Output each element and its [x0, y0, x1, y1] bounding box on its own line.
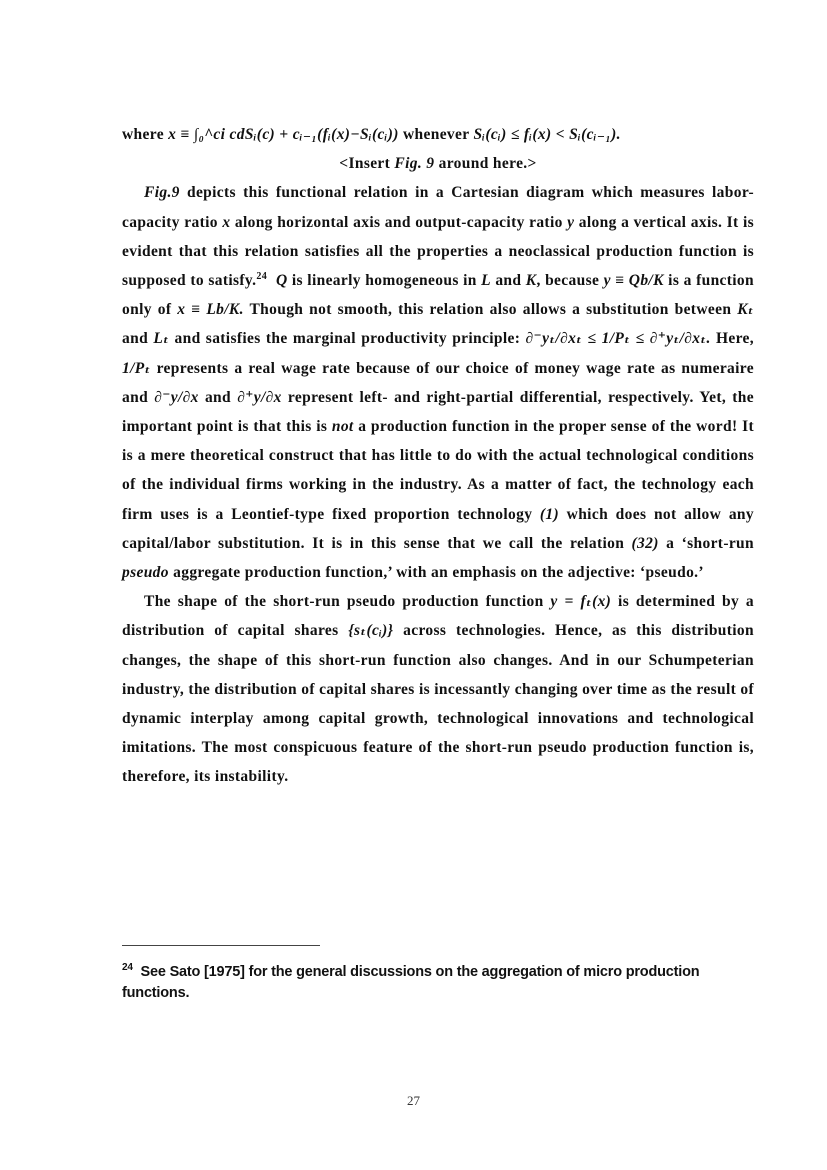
insert-fig-ref: Fig. 9 — [394, 155, 435, 173]
p1-b: along horizontal axis and output-capacity ratio — [230, 213, 568, 231]
p1-left-partial: ∂⁻y/∂x — [154, 388, 199, 406]
p1-r: aggregate production function,’ with an emphasis on the adjective: ‘pseudo.’ — [168, 564, 704, 582]
insert-after: around here.> — [434, 155, 537, 173]
marginal-productivity-formula: ∂⁻yₜ/∂xₜ ≤ 1/Pₜ ≤ ∂⁺yₜ/∂xₜ. — [525, 330, 711, 348]
footnote-text: See Sato [1975] for the general discussions on the aggregation of micro production functions. — [122, 964, 700, 1001]
p2-c: across technologies. Hence, as this distribution changes, the shape of this short-run function also changes. And in our Schumpeterian industry, the distribution of capital shares is incessantly changing over time as the result of dynamic interplay among capital growth, technological innovations and technological imitations. The most conspicuous feature of the short-run pseudo production function is, therefore, its instability. — [122, 622, 755, 786]
p1-j: and satisfies the marginal productivity principle: — [169, 330, 526, 348]
p1-pseudo: pseudo — [122, 564, 169, 582]
p1-h: Though not smooth, this relation also allows a substitution between — [243, 301, 738, 319]
p2-shares: {sₜ(cᵢ)} — [348, 622, 394, 640]
where-prefix: where — [122, 126, 169, 143]
fig-ref: Fig.9 — [144, 184, 180, 202]
footnote-ref: 24 — [256, 270, 268, 282]
where-clause — [122, 120, 754, 149]
p1-lt: Lₜ — [153, 330, 170, 348]
footnote-rule — [122, 945, 320, 946]
body-text — [122, 120, 754, 792]
p1-q2: a ‘short-run — [658, 534, 755, 552]
p1-not: not — [331, 418, 354, 436]
p1-y: y — [567, 213, 575, 231]
p1-e: and — [490, 272, 526, 290]
p1-l: L — [481, 272, 491, 290]
p2-a: The shape of the short-run pseudo production function — [144, 593, 551, 611]
p1-x: x — [222, 213, 231, 231]
p1-g: is a function only of — [122, 272, 755, 319]
p1-k: K — [525, 272, 537, 290]
page-number: 27 — [407, 1093, 420, 1108]
footnote-number: 24 — [122, 962, 133, 974]
p2-b: is determined by a distribution of capital shares — [122, 593, 755, 640]
p1-eq1: y ≡ Qb/K — [603, 272, 664, 290]
p1-p: which does not allow any capital/labor substitution. It is in this sense that we call the relation — [122, 505, 754, 552]
insert-before: <Insert — [339, 155, 395, 173]
p1-f: , because — [536, 272, 604, 290]
p1-o: a production function in the proper sense of the word! It is a mere theoretical construct that has little to do with the actual technological conditions of the individual firms working in the industry. As a matter of fact, the technology each firm uses is a Leontief-type fixed proportion technology — [122, 418, 754, 523]
p1-kt: Kₜ — [737, 301, 754, 319]
insert-figure-note — [122, 149, 754, 178]
p1-n: represent left- and right-partial differential, respectively. Yet, the important point is that this is — [122, 388, 754, 436]
p1-d: is linearly homogeneous in — [287, 272, 482, 290]
paragraph-2 — [122, 587, 754, 791]
where-mid: whenever — [398, 126, 474, 143]
p1-c: along a vertical axis. It is evident that this relation satisfies all the properties a neoclassical production function is supposed to satisfy. — [122, 213, 754, 290]
p1-ref32: (32) — [631, 534, 659, 552]
where-condition: Sᵢ(cᵢ) ≤ fᵢ(x) < Sᵢ(cᵢ₋₁). — [473, 126, 621, 143]
p1-eq2: x ≡ Lb/K. — [177, 301, 244, 319]
p1-ref1: (1) — [539, 505, 560, 523]
p1-i: and — [122, 330, 154, 348]
p2-eq: y = fₜ(x) — [550, 593, 612, 611]
p1-a: depicts this functional relation in a Cartesian diagram which measures labor-capacity ratio — [122, 184, 754, 231]
where-formula: x ≡ ∫₀^ci cdSᵢ(c) + cᵢ₋₁(fᵢ(x)−Sᵢ(cᵢ)) — [168, 126, 399, 143]
p1-wage: 1/Pₜ — [122, 359, 151, 377]
p1-l2: represents a real wage rate because of our choice of money wage rate as numeraire and — [122, 359, 754, 406]
p1-right-partial: ∂⁺y/∂x — [237, 388, 282, 406]
paragraph-1 — [122, 178, 754, 587]
p1-q: Q — [275, 272, 288, 290]
footnote — [122, 962, 754, 1004]
p1-k2: Here, — [710, 330, 754, 348]
p1-m: and — [198, 388, 238, 406]
